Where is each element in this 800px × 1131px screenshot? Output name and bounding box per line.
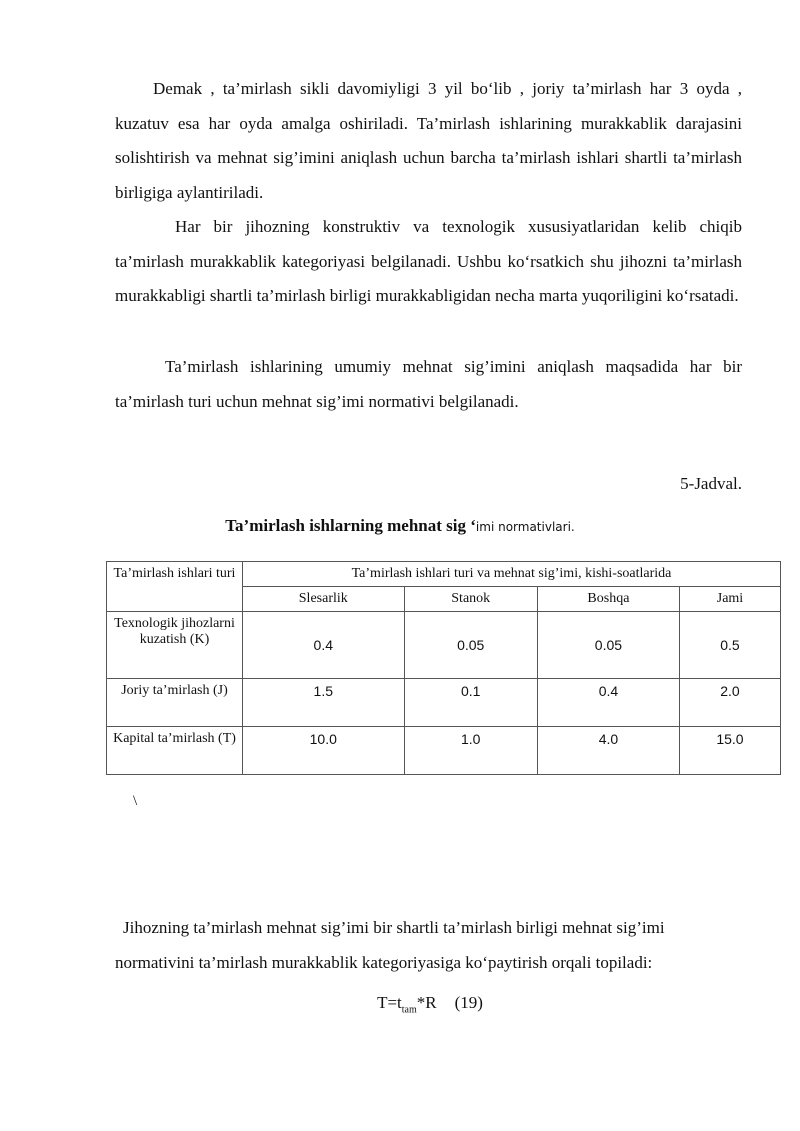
table-cell: 15.0 — [679, 727, 780, 775]
stray-backslash: \ — [133, 793, 138, 809]
table-number-label: 5-Jadval. — [680, 474, 742, 493]
row-label: Joriy ta’mirlash (J) — [107, 679, 243, 727]
table-row — [107, 679, 781, 727]
table-title — [0, 516, 800, 536]
row-label: Kapital ta’mirlash (T) — [107, 727, 243, 775]
table-row — [107, 727, 781, 775]
formula-rhs: *R — [416, 993, 437, 1012]
formula-19 — [0, 993, 800, 1015]
table-cell: 1.5 — [243, 679, 405, 727]
paragraph-labor-normative: Ta’mirlash ishlarining umumiy mehnat sig’imini aniqlash maqsadida har bir ta’mirlash turi uchun mehnat sig’imi normativi belgilanadi. — [115, 357, 742, 411]
group-header-cell: Ta’mirlash ishlari turi va mehnat sig’imi, kishi-soatlarida — [243, 562, 781, 587]
table-cell: 1.0 — [404, 727, 537, 775]
column-header-boshqa: Boshqa — [537, 587, 679, 612]
table-header-row — [107, 562, 781, 587]
row-header-cell: Ta’mirlash ishlari turi — [107, 562, 243, 612]
table-cell: 4.0 — [537, 727, 679, 775]
column-header-stanok: Stanok — [404, 587, 537, 612]
table-cell: 0.4 — [537, 679, 679, 727]
formula-subscript: tam — [401, 1004, 417, 1016]
paragraph-repair-cycle: Demak , ta’mirlash sikli davomiyligi 3 yil bo‘lib , joriy ta’mirlash har 3 oyda , kuzatuv esa har oyda amalga oshiriladi. Ta’mirlash ishlarining murakkablik darajasini solishtirish va mehnat sig’imini aniqlash uchun barcha ta’mirlash ishlari shartli ta’mirlash birligiga aylantiriladi. — [115, 79, 742, 202]
table-cell: 0.05 — [404, 612, 537, 679]
formula-number: (19) — [454, 993, 483, 1012]
table-title-bold: Ta’mirlash ishlarning mehnat sig ‘ — [225, 516, 476, 535]
table-row — [107, 612, 781, 679]
column-header-jami: Jami — [679, 587, 780, 612]
paragraph-formula-intro: Jihozning ta’mirlash mehnat sig’imi bir shartli ta’mirlash birligi mehnat sig’imi normativini ta’mirlash murakkablik kategoriyasiga ko‘paytirish orqali topiladi: — [115, 918, 665, 972]
formula-lhs: T=t — [377, 993, 402, 1012]
table-cell: 2.0 — [679, 679, 780, 727]
row-label: Texnologik jihozlarni kuzatish (K) — [107, 612, 243, 679]
column-header-slesarlik: Slesarlik — [243, 587, 405, 612]
table-cell: 10.0 — [243, 727, 405, 775]
paragraph-complexity-category: Har bir jihozning konstruktiv va texnologik xususiyatlaridan kelib chiqib ta’mirlash murakkablik kategoriyasi belgilanadi. Ushbu ko‘rsatkich shu jihozni ta’mirlash murakkabligi shartli ta’mirlash birligi murakkabligidan necha marta yuqoriligini ko‘rsatadi. — [115, 217, 742, 305]
table-cell: 0.1 — [404, 679, 537, 727]
labor-norm-table — [106, 561, 781, 775]
table-cell: 0.4 — [243, 612, 405, 679]
table-title-small: imi normativlari. — [475, 520, 575, 534]
table-cell: 0.5 — [679, 612, 780, 679]
table-cell: 0.05 — [537, 612, 679, 679]
